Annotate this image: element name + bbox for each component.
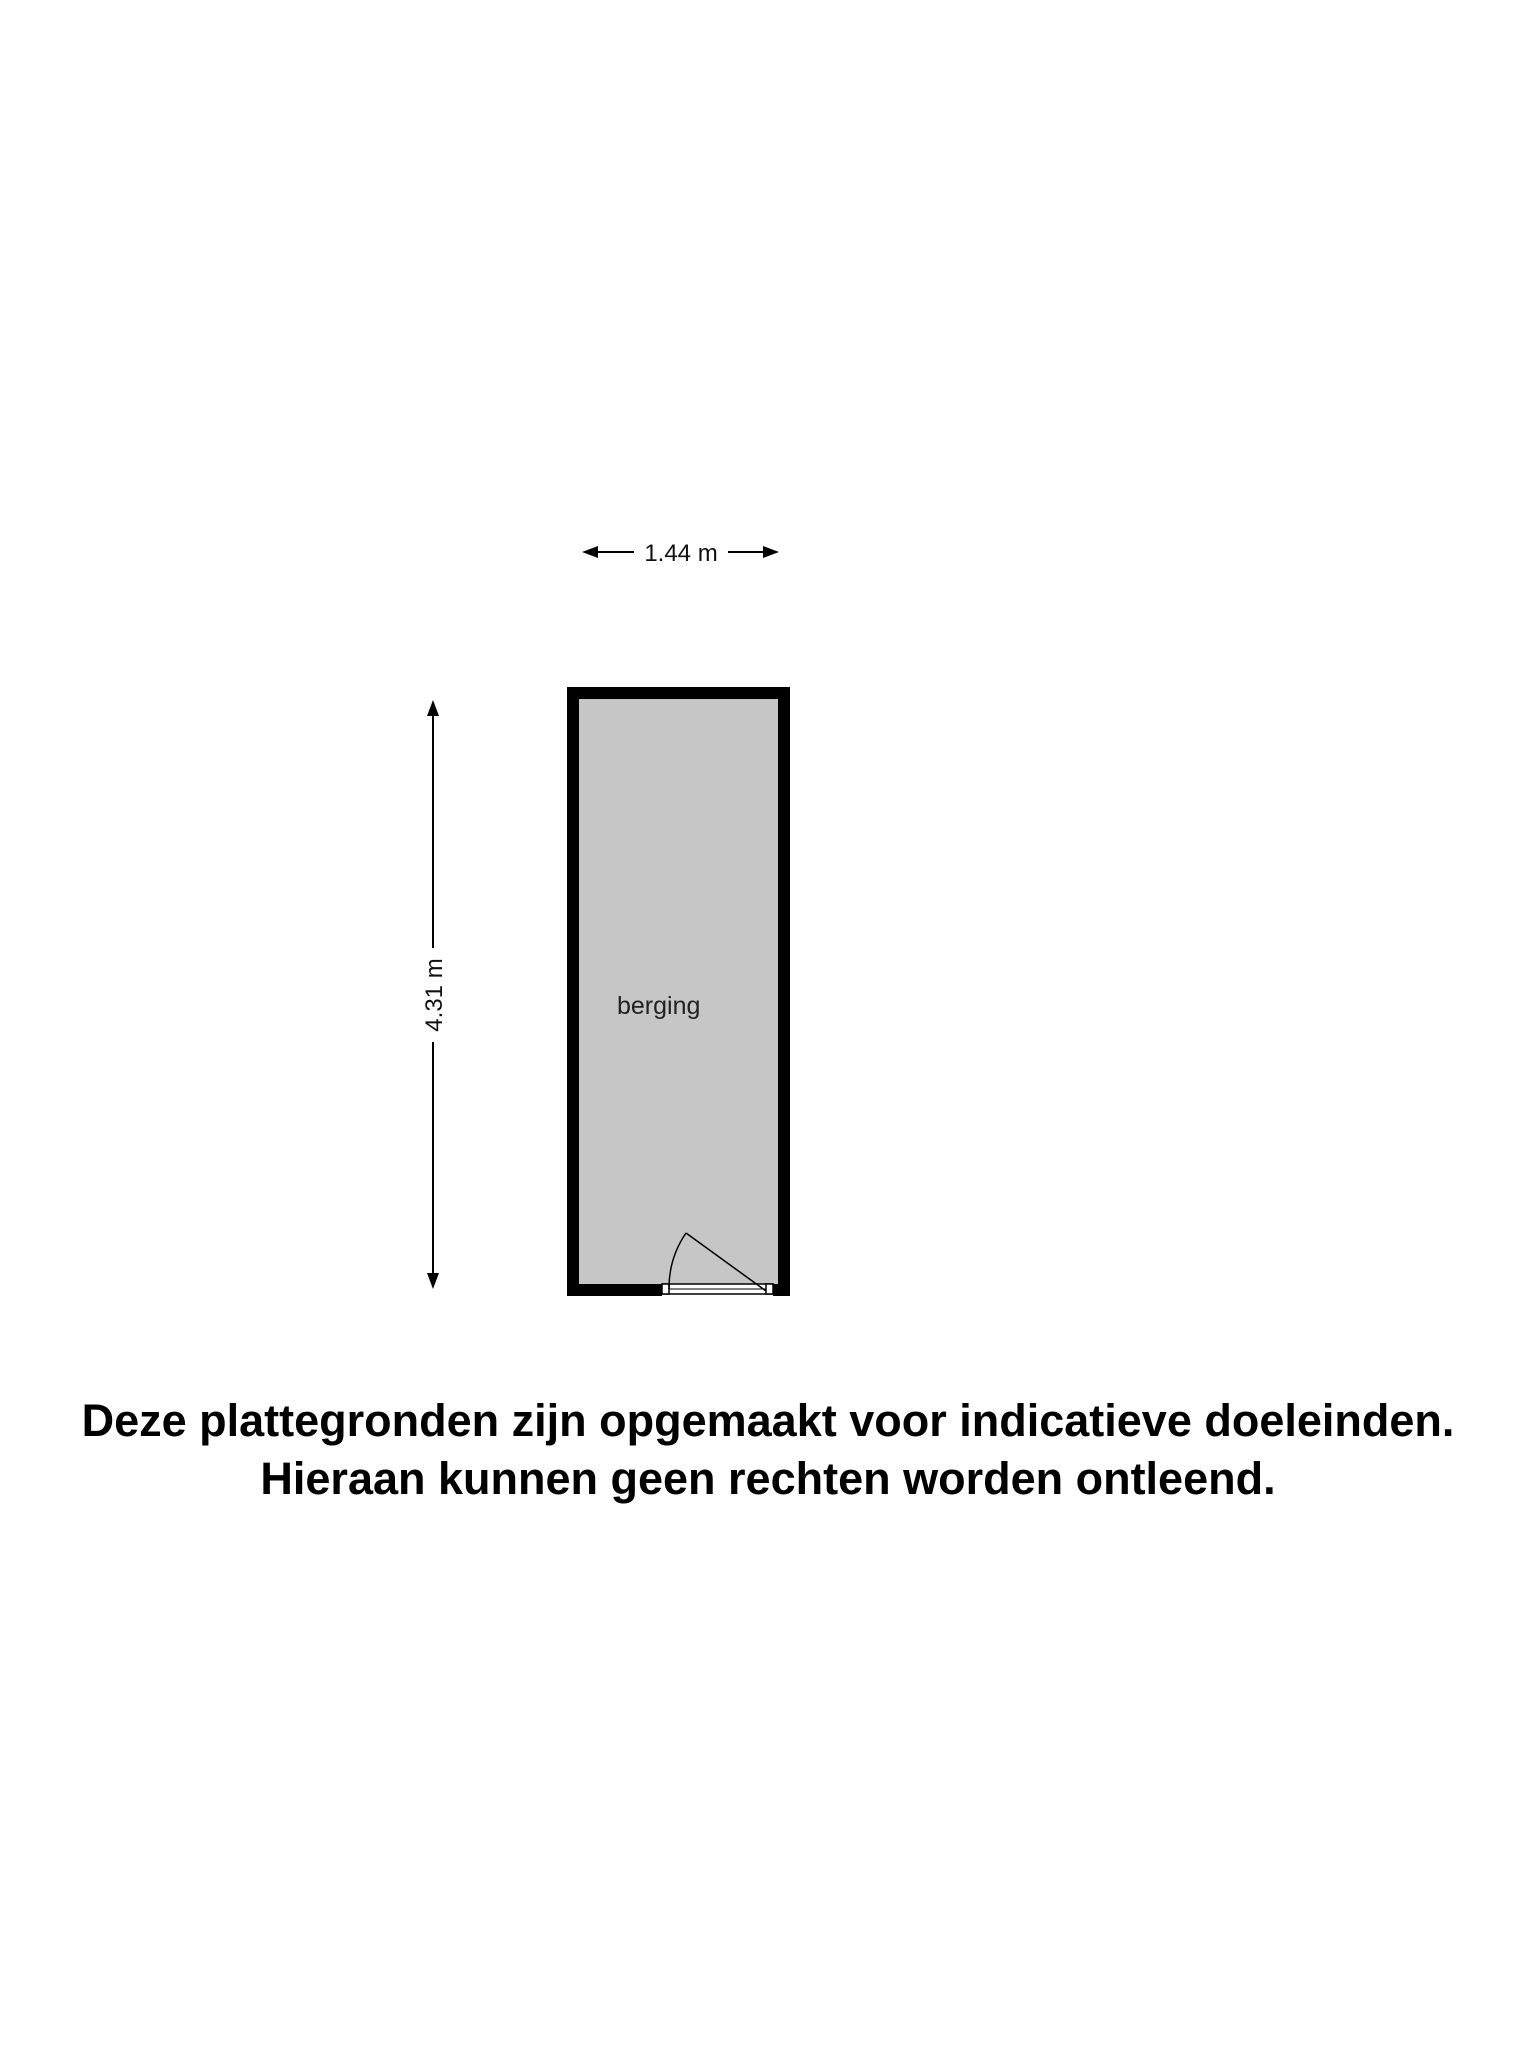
wall-left (567, 687, 579, 1296)
width-dimension (582, 540, 779, 567)
room-berging (567, 687, 790, 1296)
height-label: 4.31 m (421, 958, 448, 1032)
height-dimension (421, 700, 448, 1289)
disclaimer-line-1: Deze plattegronden zijn opgemaakt voor indicatieve doeleinden. (81, 1395, 1455, 1446)
wall-bottom-left (567, 1284, 662, 1296)
disclaimer-line-2: Hieraan kunnen geen rechten worden ontleend. (260, 1453, 1276, 1504)
wall-top (567, 687, 790, 699)
width-label: 1.44 m (644, 540, 718, 567)
room-label: berging (617, 992, 701, 1020)
disclaimer-text (0, 1392, 1536, 1508)
wall-bottom-right (773, 1284, 790, 1296)
wall-right (778, 687, 790, 1296)
